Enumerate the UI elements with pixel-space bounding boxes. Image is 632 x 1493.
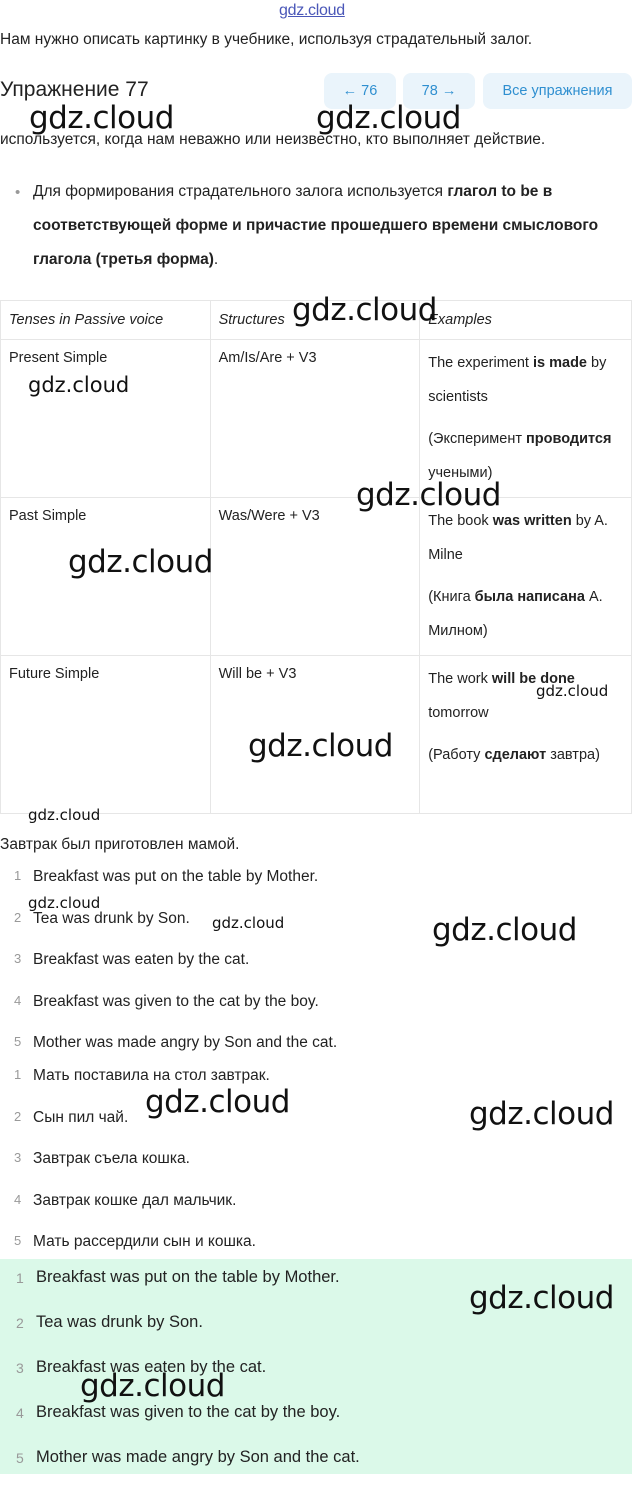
tense-cell: Past Simple	[1, 498, 211, 656]
example-en-c: by scientists	[428, 355, 607, 405]
list-text: Breakfast was put on the table by Mother.	[33, 868, 319, 885]
list-text: Mother was made angry by Son and the cat.	[36, 1448, 360, 1466]
list-number: 3	[14, 1150, 22, 1166]
example-ru-a: (Книга	[428, 589, 475, 605]
example-en-c: by A. Milne	[428, 513, 608, 563]
list-number: 3	[14, 951, 22, 967]
example-cell	[420, 656, 632, 814]
structure-cell: Was/Were + V3	[210, 498, 420, 656]
header-structures: Structures	[210, 301, 420, 340]
bullet-end: .	[213, 251, 219, 268]
example-ru	[428, 738, 623, 772]
answer-panel	[0, 1259, 632, 1474]
watermark: gdz.cloud	[145, 1084, 290, 1120]
list-text: Breakfast was put on the table by Mother.	[36, 1268, 340, 1286]
list-number: 5	[14, 1233, 22, 1249]
list-text: Tea was drunk by Son.	[36, 1313, 203, 1331]
list-text: Breakfast was given to the cat by the boy.	[33, 992, 319, 1010]
watermark: gdz.cloud	[292, 292, 437, 328]
prev-exercise-button[interactable]: ← 76	[324, 73, 396, 109]
list-number: 2	[14, 1108, 22, 1124]
example-en-a: The experiment	[428, 355, 533, 371]
table-header-row	[1, 301, 632, 340]
bullet-dot-icon: •	[15, 184, 21, 201]
example-ru	[428, 422, 623, 490]
next-exercise-button[interactable]: 78 →	[403, 73, 475, 109]
table-row	[1, 340, 632, 498]
watermark: gdz.cloud	[432, 912, 577, 948]
theory-line: используется, когда нам неважно или неизвестно, кто выполняет действие.	[0, 131, 546, 148]
list-text: Мать рассердили сын и кошка.	[33, 1233, 256, 1251]
watermark: gdz.cloud	[28, 894, 101, 912]
example-ru-c: А. Милном)	[428, 589, 603, 639]
list-number: 3	[16, 1360, 24, 1376]
example-en-b: will be done	[491, 671, 575, 687]
tense-cell: Present Simple	[1, 340, 211, 498]
all-exercises-button[interactable]: Все упражнения	[483, 73, 632, 109]
watermark: gdz.cloud	[68, 544, 213, 580]
watermark: gdz.cloud	[29, 100, 174, 136]
table-row	[1, 656, 632, 814]
list-number: 2	[16, 1315, 24, 1331]
list-text: Tea was drunk by Son.	[33, 909, 190, 927]
structure-cell: Am/Is/Are + V3	[210, 340, 420, 498]
example-cell	[420, 498, 632, 656]
watermark: gdz.cloud	[536, 682, 609, 700]
watermark: gdz.cloud	[316, 100, 461, 136]
list-text: Breakfast was eaten by the cat.	[36, 1358, 267, 1376]
example-ru-b: проводится	[526, 431, 612, 447]
table-row	[1, 498, 632, 656]
example-en	[428, 504, 623, 572]
list-number: 2	[14, 909, 22, 925]
example-cell	[420, 340, 632, 498]
watermark: gdz.cloud	[469, 1280, 614, 1316]
intro-text: Нам нужно описать картинку в учебнике, используя страдательный залог.	[0, 31, 533, 48]
header-examples: Examples	[420, 301, 632, 340]
example-ru-a: (Работу	[428, 747, 485, 763]
list-text: Завтрак съела кошка.	[33, 1150, 190, 1168]
watermark: gdz.cloud	[28, 373, 130, 397]
list-text: Mother was made angry by Son and the cat.	[33, 1034, 338, 1052]
watermark: gdz.cloud	[356, 477, 501, 513]
example-en	[428, 662, 623, 730]
structure-cell: Will be + V3	[210, 656, 420, 814]
list-number: 4	[14, 1191, 22, 1207]
list-number: 1	[16, 1270, 24, 1286]
list-number: 5	[14, 1034, 22, 1050]
example-ru-b: сделают	[484, 747, 547, 763]
watermark: gdz.cloud	[248, 728, 393, 764]
example-ru	[428, 580, 623, 648]
watermark: gdz.cloud	[212, 914, 285, 932]
example-ru-c: учеными)	[428, 465, 493, 481]
list-text: Сын пил чай.	[33, 1108, 129, 1126]
watermark: gdz.cloud	[28, 806, 101, 824]
list-number: 1	[14, 1067, 22, 1082]
list-number: 1	[14, 868, 22, 883]
list-text: Мать поставила на стол завтрак.	[33, 1067, 270, 1084]
bullet-plain: Для формирования страдательного залога используется	[33, 183, 448, 200]
example-en-a: The work	[428, 671, 492, 687]
list-number: 4	[16, 1405, 24, 1421]
list-text: Breakfast was eaten by the cat.	[33, 951, 250, 969]
bullet-bold: глагол to be в соответствующей форме и причастие прошедшего времени смыслового глагола (третья форма)	[33, 183, 599, 268]
example-ru-c: завтра)	[546, 747, 600, 763]
watermark-link[interactable]: gdz.cloud	[279, 2, 345, 19]
example-ru-a: (Эксперимент	[428, 431, 527, 447]
bullet-text	[33, 175, 628, 277]
watermark: gdz.cloud	[80, 1368, 225, 1404]
example-en-a: The book	[428, 513, 493, 529]
example-en-b: was written	[492, 513, 572, 529]
list-text: Breakfast was given to the cat by the boy.	[36, 1403, 341, 1421]
tense-cell: Future Simple	[1, 656, 211, 814]
exercise-title: Упражнение 77	[0, 78, 149, 101]
header-tenses: Tenses in Passive voice	[1, 301, 211, 340]
list-text: Завтрак кошке дал мальчик.	[33, 1191, 237, 1209]
example-ru-b: была написана	[474, 589, 585, 605]
list-number: 4	[14, 992, 22, 1008]
watermark: gdz.cloud	[469, 1096, 614, 1132]
example-sentence: Завтрак был приготовлен мамой.	[0, 836, 240, 853]
passive-voice-table	[0, 300, 632, 814]
list-number: 5	[16, 1450, 24, 1466]
example-en-b: is made	[533, 355, 587, 371]
example-en	[428, 346, 623, 414]
example-en-c: tomorrow	[428, 705, 489, 721]
